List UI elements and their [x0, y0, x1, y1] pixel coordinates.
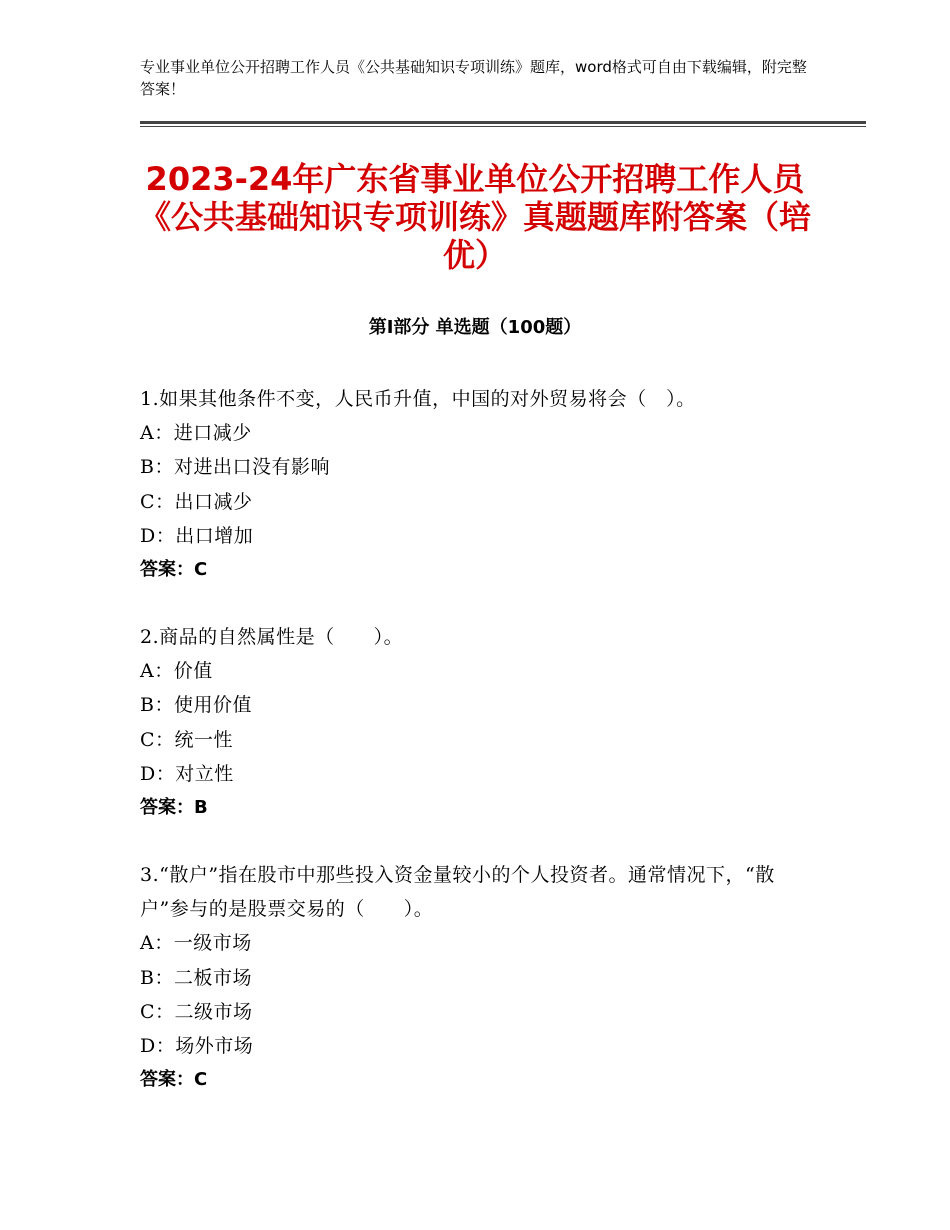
question-stem: 2.商品的自然属性是（ ）。: [140, 626, 404, 649]
option-a: A：一级市场: [140, 932, 252, 955]
question-stem: 3.“散户”指在股市中那些投入资金量较小的个人投资者。通常情况下，“散户”参与的是股票交易的（ ）。: [140, 864, 775, 921]
option-a: A：价值: [140, 660, 213, 683]
answer: 答案：C: [140, 559, 208, 581]
question-3: [140, 858, 800, 1097]
option-a: A：进口减少: [140, 422, 252, 445]
option-d: D：对立性: [140, 762, 234, 785]
option-c: C：出口减少: [140, 490, 253, 513]
question-stem: 1.如果其他条件不变，人民币升值，中国的对外贸易将会（ ）。: [140, 388, 696, 410]
question-list: [140, 382, 800, 1130]
option-c: C：统一性: [140, 728, 234, 751]
header-divider-thick: [140, 121, 866, 124]
option-b: B：二板市场: [140, 966, 252, 989]
answer: 答案：C: [140, 1069, 208, 1091]
question-1: [140, 382, 800, 587]
option-d: D：场外市场: [140, 1035, 254, 1058]
option-b: B：使用价值: [140, 694, 252, 717]
option-c: C：二级市场: [140, 1000, 253, 1023]
section-title: 第Ⅰ部分 单选题（100题）: [368, 317, 582, 338]
header-note: 专业事业单位公开招聘工作人员《公共基础知识专项训练》题库，word格式可自由下载编辑，附完整答案！: [140, 58, 807, 98]
option-d: D：出口增加: [140, 524, 254, 547]
option-b: B：对进出口没有影响: [140, 456, 330, 479]
header-divider-thin: [140, 126, 866, 127]
document-title: 2023-24年广东省事业单位公开招聘工作人员《公共基础知识专项训练》真题题库附答案（培优）: [138, 160, 811, 274]
question-2: [140, 620, 800, 825]
answer: 答案：B: [140, 797, 208, 819]
